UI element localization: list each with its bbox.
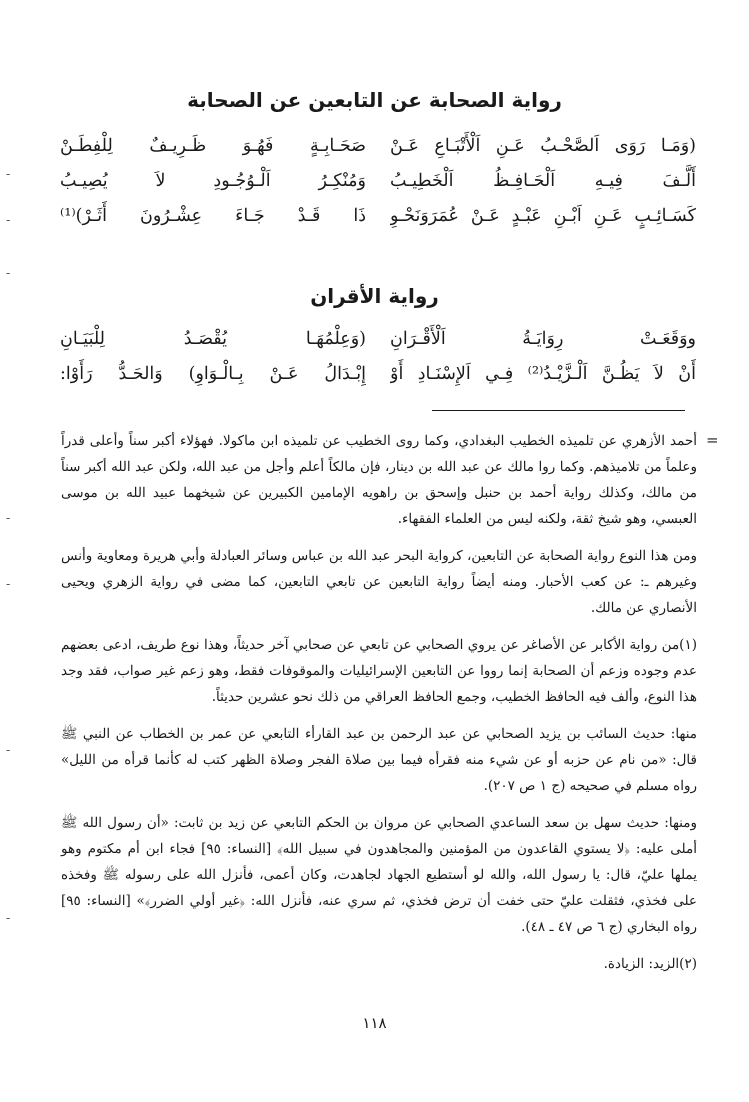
footnote-separator — [432, 410, 685, 411]
verse-first-half: ووَقَعَـتْ رِوَايَـةُ اَلْأَقْـرَانِ — [390, 329, 696, 349]
footnote-paragraph: منها: حديث السائب بن يزيد الصحابي عن عبد الرحمن بن عبد القارأء التابعي عن عمر بن الخطاب عن النبي ﷺ قال: «من نام عن حزبه أو عن شيء منه فقرأه فيما بين صلاة الفجر وصلاة الظهر كتب له كأنما قرأه من الليل» رواه مسلم في صحيحه (ج ١ ص ٢٠٧). — [61, 726, 697, 794]
section-title-companions: رواية الصحابة عن التابعين عن الصحابة — [187, 88, 562, 112]
verse-first-half: كَسَـائِـبٍ عَـنِ اَبْـنِ عَبْـدٍ عَـنْ عُمَرَوَنَحْـوِ — [390, 206, 696, 226]
margin-mark: - — [6, 577, 11, 591]
footnote-paragraph: (١)من رواية الأكابر عن الأصاغر عن يروي الصحابي عن تابعي عن صحابي آخر حديثاً، وهذا نوع طريف، ادعى بعضهم عدم وجوده وزعم أن الصحابة إنما رووا عن التابعين الإسرائيليات والموقوفات فقط، وهو زعم غير صواب، فقد وجد هذا النوع، وألف فيه الحافظ الخطيب، وجمع الحافظ العراقي من ذلك نحو عشرين حديثاً. — [61, 637, 697, 705]
verse-first-half: أَلَّـفَ فِيـهِ اَلْحَـافِـظُ اَلْخَطِيـبُ — [390, 171, 696, 191]
verse-second-half: إِبْـدَالُ عَـنْ بِـالْـوَاوِ) وَالحَـدُّ رَأَوْا: — [60, 364, 366, 384]
margin-mark: - — [6, 511, 11, 525]
margin-mark: - — [6, 266, 11, 280]
verse — [60, 357, 696, 392]
continuation-mark: = — [706, 431, 719, 449]
verse-second-half: (وَعِلْمُهَـا يُقْصَـدُ لِلْبَيَـانِ — [60, 329, 366, 349]
footnote-paragraph: ومن هذا النوع رواية الصحابة عن التابعين، كرواية البحر عبد الله بن عباس وسائر العبادلة وأبي هريرة ومعاوية وأنس وغيرهم ـ: عن كعب الأحبار. ومنه أيضاً رواية التابعين عن تابعي التابعين، كما مضى في رواية الزهري ويحيى الأنصاري عن مالك. — [61, 548, 697, 616]
verse-first-half: (وَمَـا رَوَى اَلصَّحْـبُ عَـنِ اَلْأَتْبَـاعِ عَـنْ — [390, 136, 696, 156]
verse-second-half: وَمُنْكِـرُ اَلْـوُجُـودِ لاَ يُصِيـبُ — [60, 171, 366, 191]
footnote-paragraph: (٢)الزيد: الزيادة. — [603, 956, 697, 972]
verse-second-half: صَحَـابِـةٍ فَهُـوَ ظَـرِيـفٌ لِلْفِطَـنْ — [60, 136, 366, 156]
verse — [60, 322, 696, 357]
page-number: ١١٨ — [362, 1014, 387, 1032]
margin-mark: - — [6, 167, 11, 181]
poem-peers — [60, 322, 696, 392]
footnote-paragraph: أحمد الأزهري عن تلميذه الخطيب البغدادي، وكما روى الخطيب عن تلميذه ابن ماكولا. فهؤلاء أكبر سناً وأعلى قدراً وعلماً من تلاميذهم. وكما روا مالك عن عبد الله بن دينار، فإن مالكاً أعلم وأجل من عبد الله، ولكن عبد الله أكبر سناً من مالك، وكذلك رواية أحمد بن حنبل وإسحق بن راهويه الإمامين الكبيرين عن شيخهما عبيد الله بن موسى العبسي، وهو شيخ ثقة، ولكنه ليس من العلماء الفقهاء. — [61, 433, 697, 527]
verse — [60, 199, 696, 234]
section-title-peers: رواية الأقران — [310, 284, 439, 308]
verse — [60, 129, 696, 164]
margin-mark: - — [6, 911, 11, 925]
margin-mark: - — [6, 743, 11, 757]
verse-first-half: أَنْ لاَ يَظُـنَّ اَلْـزَّيْـدُ⁽²⁾ فِـي اَلإِسْنَـادِ أَوْ — [390, 364, 696, 384]
poem-companions — [60, 129, 696, 234]
verse — [60, 164, 696, 199]
footnotes — [61, 428, 697, 988]
verse-second-half: ذَا قَـدْ جَـاءَ عِشْـرُونَ أَثَـرْ)⁽¹⁾ — [60, 206, 366, 226]
footnote-paragraph: ومنها: حديث سهل بن سعد الساعدي الصحابي عن مروان بن الحكم التابعي عن زيد بن ثابت: «أن رسول الله ﷺ أملى عليه: ﴿لا يستوي القاعدون من المؤمنين والمجاهدون في سبيل الله﴾ [النساء: ٩٥] فجاء ابن أم مكتوم وهو يملها عليّ، قال: يا رسول الله، والله لو أستطيع الجهاد لجاهدت، وكان أعمى، فأنزل الله على رسوله ﷺ وفخذه على فخذي، فثقلت عليّ حتى خفت أن ترض فخذي، ثم سري عنه، فأنزل الله: ﴿غير أولي الضرر﴾» [النساء: ٩٥] رواه البخاري (ج ٦ ص ٤٧ ـ ٤٨). — [61, 815, 698, 935]
margin-mark: - — [6, 213, 11, 227]
